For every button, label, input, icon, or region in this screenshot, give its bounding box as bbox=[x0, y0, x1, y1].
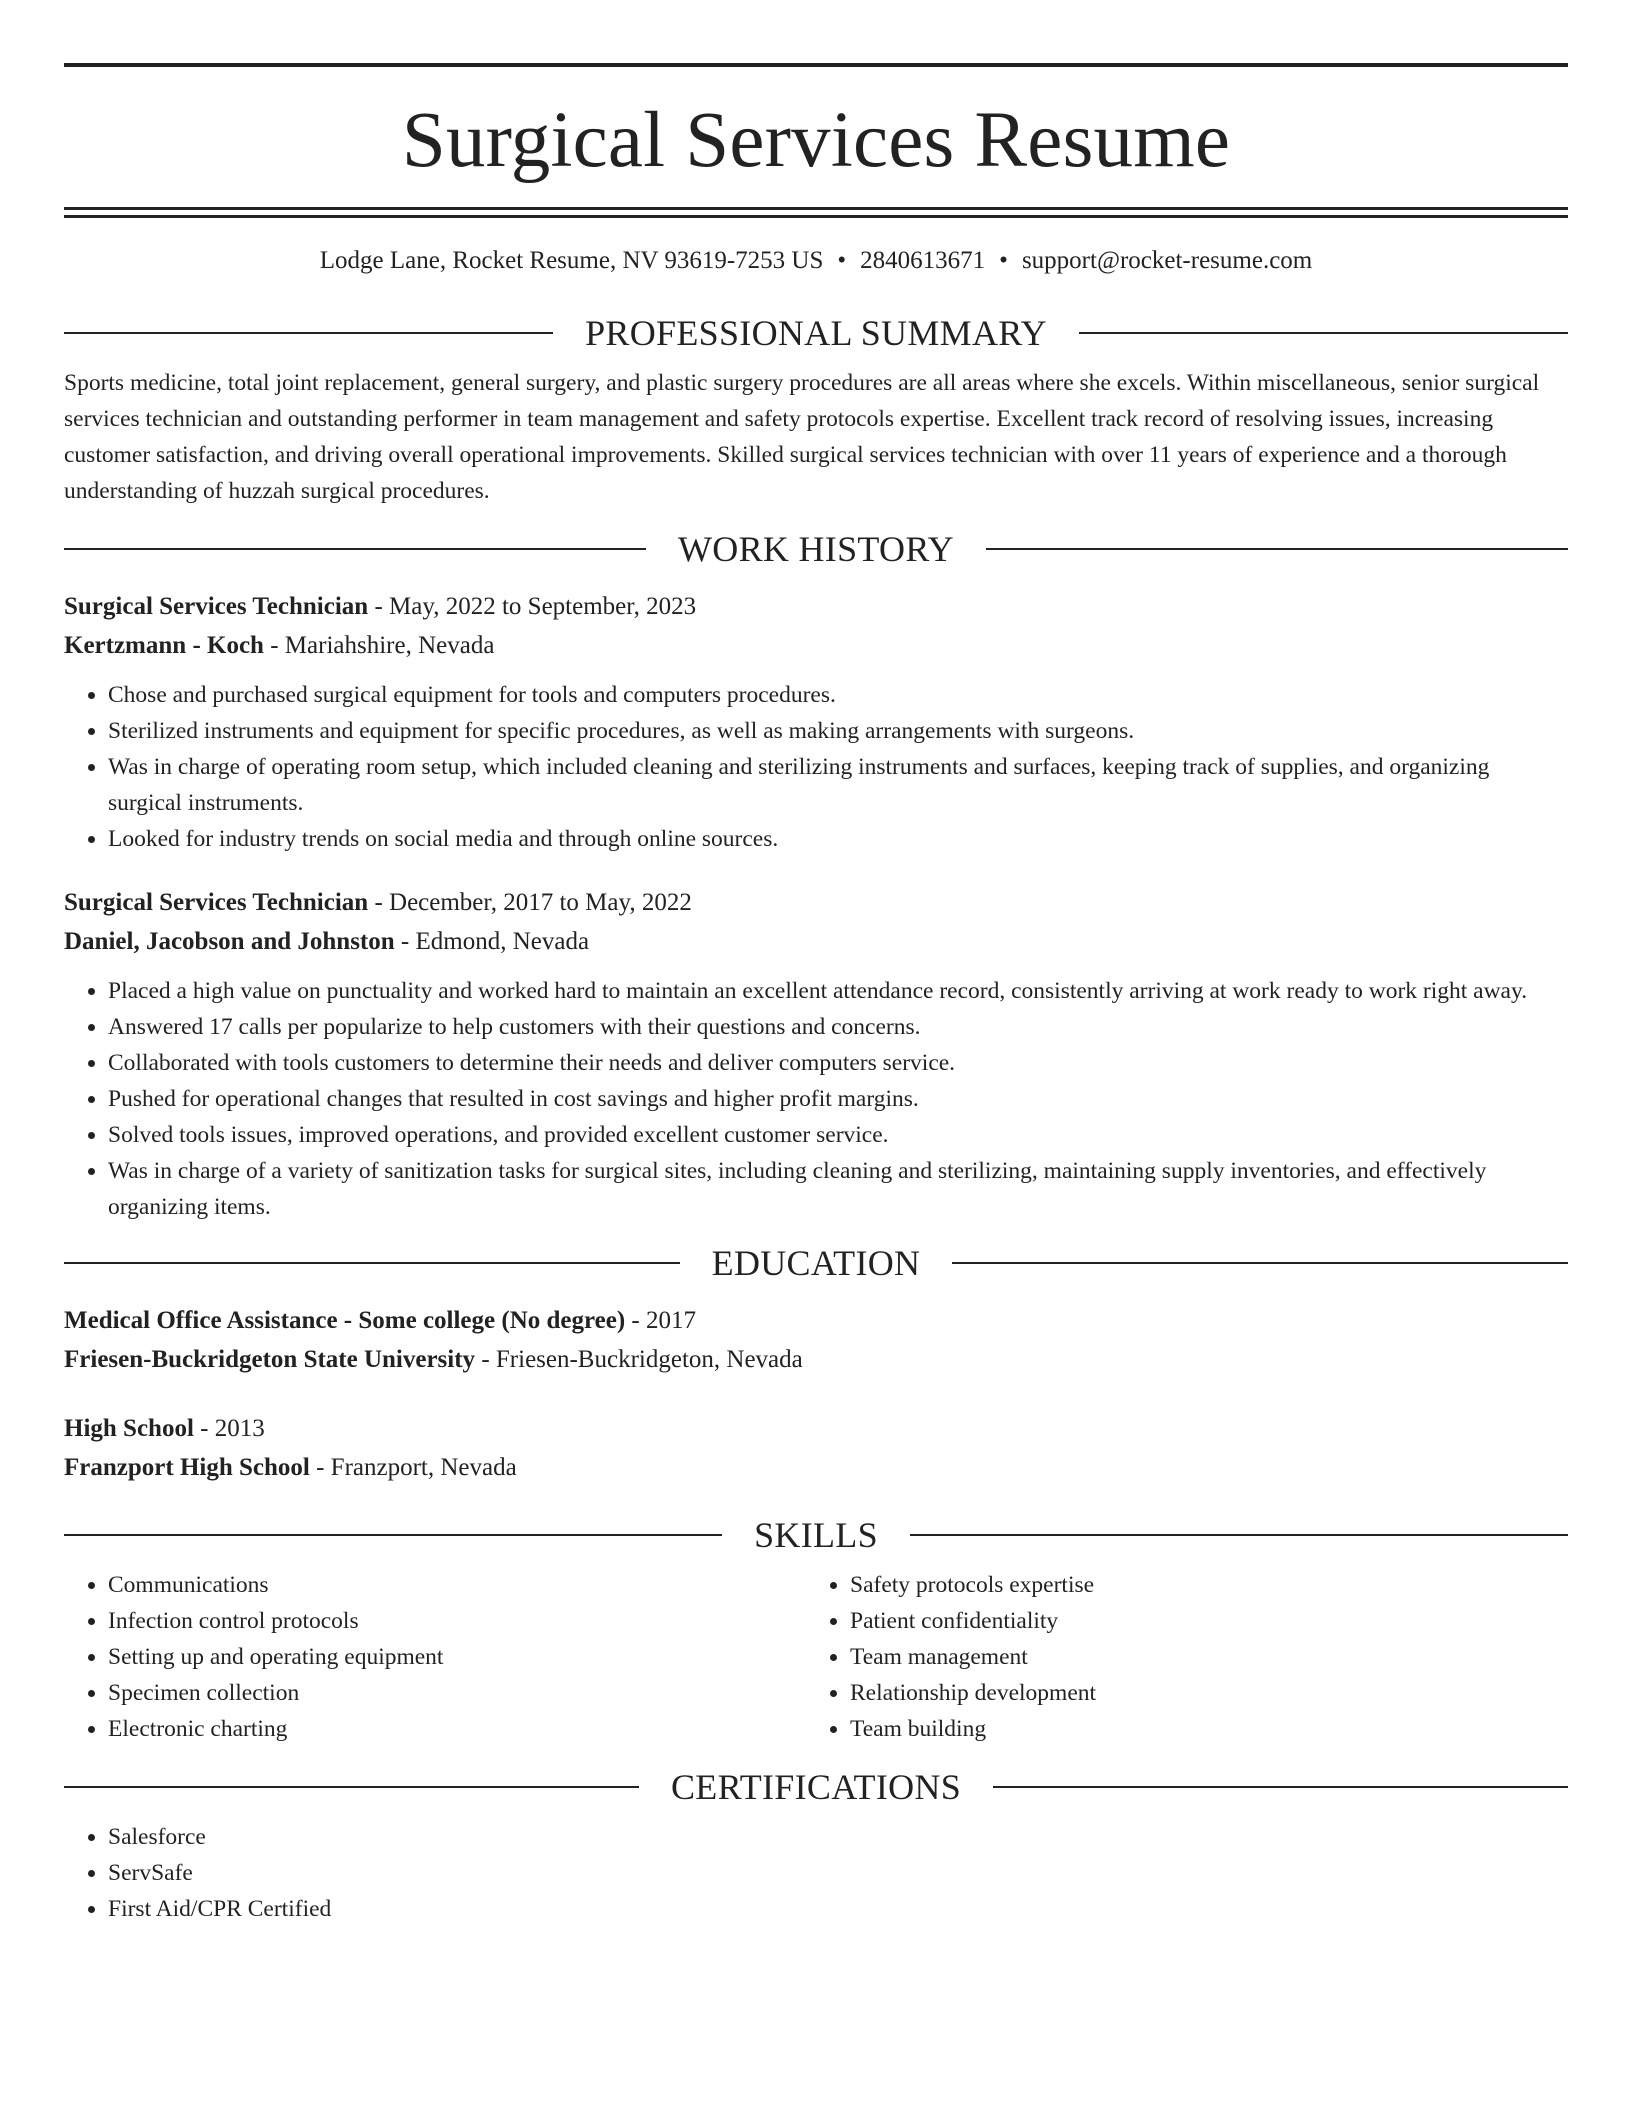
section-heading-education bbox=[64, 1241, 1568, 1285]
skills-list-left bbox=[64, 1567, 806, 1747]
list-item: • ServSafe bbox=[108, 1855, 1568, 1891]
skills-columns bbox=[64, 1567, 1568, 1747]
heading-rule bbox=[993, 1786, 1568, 1788]
job-dates: - December, 2017 to May, 2022 bbox=[368, 889, 692, 916]
list-item: • Patient confidentiality bbox=[850, 1603, 1548, 1639]
list-item: • Setting up and operating equipment bbox=[108, 1639, 806, 1675]
section-heading-label: PROFESSIONAL SUMMARY bbox=[585, 313, 1047, 353]
contact-address: Lodge Lane, Rocket Resume, NV 93619-7253 US bbox=[319, 247, 824, 274]
list-item: • Electronic charting bbox=[108, 1711, 806, 1747]
education-location: - Franzport, Nevada bbox=[309, 1454, 517, 1481]
heading-rule bbox=[1079, 332, 1568, 334]
contact-separator: • bbox=[999, 247, 1008, 274]
list-item: • Team management bbox=[850, 1639, 1548, 1675]
section-heading-label: SKILLS bbox=[754, 1515, 878, 1555]
heading-rule bbox=[952, 1262, 1568, 1264]
job-bullet-list bbox=[64, 677, 1568, 857]
section-heading-label: CERTIFICATIONS bbox=[670, 1767, 962, 1807]
list-item: • Communications bbox=[108, 1567, 806, 1603]
section-heading-skills bbox=[64, 1513, 1568, 1557]
contact-email: support@rocket-resume.com bbox=[1021, 247, 1313, 274]
section-heading-label: WORK HISTORY bbox=[678, 529, 954, 569]
education-degree-line bbox=[64, 1409, 1568, 1448]
education-school-line bbox=[64, 1340, 1568, 1379]
list-item: • Solved tools issues, improved operations, and provided excellent customer service. bbox=[108, 1117, 1568, 1153]
title-double-rule bbox=[64, 207, 1568, 210]
education-location: - Friesen-Buckridgeton, Nevada bbox=[475, 1346, 803, 1373]
job-location: - Edmond, Nevada bbox=[394, 928, 590, 955]
list-item: • Looked for industry trends on social media and through online sources. bbox=[108, 821, 1568, 857]
section-heading-summary bbox=[64, 311, 1568, 355]
heading-rule bbox=[64, 1534, 722, 1536]
summary-text: Sports medicine, total joint replacement, general surgery, and plastic surgery procedures are all areas where she excels. Within miscellaneous, senior surgical services technician and outstanding performer in team management and safety protocols expertise. Excellent track record of resolving issues, increasing customer satisfaction, and driving overall operational improvements. Skilled surgical services technician with over 11 years of experience and a thorough understanding of huzzah surgical procedures. bbox=[64, 370, 1540, 504]
job-title-line bbox=[64, 883, 1568, 922]
list-item: • Was in charge of a variety of sanitization tasks for surgical sites, including cleaning and sterilizing, maintaining supply inventories, and effectively organizing items. bbox=[108, 1153, 1568, 1225]
job-dates: - May, 2022 to September, 2023 bbox=[368, 593, 697, 620]
certifications-list bbox=[64, 1819, 1568, 1927]
heading-rule bbox=[986, 548, 1568, 550]
list-item: • Team building bbox=[850, 1711, 1548, 1747]
job-entry bbox=[64, 883, 1568, 961]
job-title: Surgical Services Technician bbox=[64, 889, 369, 916]
heading-rule bbox=[910, 1534, 1568, 1536]
list-item: • Specimen collection bbox=[108, 1675, 806, 1711]
list-item: • Sterilized instruments and equipment for specific procedures, as well as making arrangements with surgeons. bbox=[108, 713, 1568, 749]
job-title: Surgical Services Technician bbox=[64, 593, 369, 620]
education-degree-line bbox=[64, 1301, 1568, 1340]
job-entry bbox=[64, 587, 1568, 665]
resume-title: Surgical Services Resume bbox=[401, 97, 1231, 184]
list-item: • Infection control protocols bbox=[108, 1603, 806, 1639]
contact-phone: 2840613671 bbox=[860, 247, 986, 274]
job-company-line bbox=[64, 922, 1568, 961]
heading-rule bbox=[64, 1786, 639, 1788]
heading-rule bbox=[64, 548, 646, 550]
list-item: • Collaborated with tools customers to determine their needs and deliver computers service. bbox=[108, 1045, 1568, 1081]
education-school: Franzport High School bbox=[64, 1454, 310, 1481]
resume-page bbox=[64, 0, 1568, 1927]
job-title-line bbox=[64, 587, 1568, 626]
top-rule bbox=[64, 63, 1568, 67]
education-school: Friesen-Buckridgeton State University bbox=[64, 1346, 476, 1373]
list-item: • Pushed for operational changes that resulted in cost savings and higher profit margins. bbox=[108, 1081, 1568, 1117]
list-item: • Salesforce bbox=[108, 1819, 1568, 1855]
section-heading-work-history bbox=[64, 527, 1568, 571]
list-item: • First Aid/CPR Certified bbox=[108, 1891, 1568, 1927]
education-school-line bbox=[64, 1448, 1568, 1487]
list-item: • Placed a high value on punctuality and worked hard to maintain an excellent attendance record, consistently arriving at work ready to work right away. bbox=[108, 973, 1568, 1009]
skills-list-right bbox=[806, 1567, 1548, 1747]
job-company: Kertzmann - Koch bbox=[64, 632, 264, 659]
job-company: Daniel, Jacobson and Johnston bbox=[64, 928, 395, 955]
job-location: - Mariahshire, Nevada bbox=[263, 632, 495, 659]
list-item: • Was in charge of operating room setup, which included cleaning and sterilizing instruments and surfaces, keeping track of supplies, and organizing surgical instruments. bbox=[108, 749, 1568, 821]
education-year: - 2013 bbox=[193, 1415, 265, 1442]
section-heading-label: EDUCATION bbox=[711, 1243, 921, 1283]
contact-separator: • bbox=[837, 247, 847, 274]
education-degree: Medical Office Assistance - Some college (No degree) bbox=[64, 1307, 626, 1334]
contact-line bbox=[64, 245, 1568, 277]
education-entry bbox=[64, 1409, 1568, 1487]
education-entry bbox=[64, 1301, 1568, 1379]
education-year: - 2017 bbox=[625, 1307, 696, 1334]
list-item: • Safety protocols expertise bbox=[850, 1567, 1548, 1603]
section-heading-certifications bbox=[64, 1765, 1568, 1809]
list-item: • Answered 17 calls per popularize to help customers with their questions and concerns. bbox=[108, 1009, 1568, 1045]
job-company-line bbox=[64, 626, 1568, 665]
heading-rule bbox=[64, 1262, 680, 1264]
heading-rule bbox=[64, 332, 553, 334]
list-item: • Relationship development bbox=[850, 1675, 1548, 1711]
job-bullet-list bbox=[64, 973, 1568, 1225]
list-item: • Chose and purchased surgical equipment for tools and computers procedures. bbox=[108, 677, 1568, 713]
education-degree: High School bbox=[64, 1415, 194, 1442]
